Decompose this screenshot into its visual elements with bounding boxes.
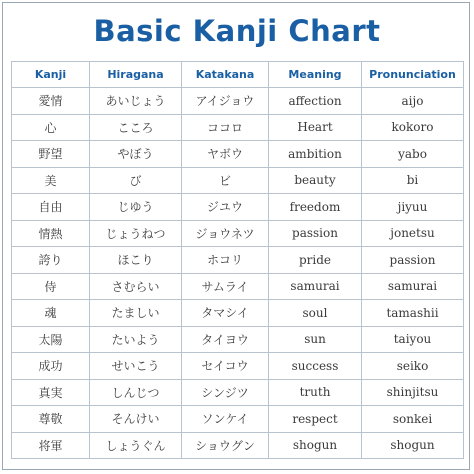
katakana-cell: ビ bbox=[182, 167, 269, 194]
header-pronunciation: Pronunciation bbox=[362, 62, 464, 88]
kanji-cell: 自由 bbox=[12, 194, 90, 221]
meaning-cell: success bbox=[269, 353, 362, 380]
meaning-cell: Heart bbox=[269, 114, 362, 141]
table-row bbox=[12, 300, 464, 327]
kanji-cell: 情熱 bbox=[12, 220, 90, 247]
pronunciation-cell: shogun bbox=[362, 432, 464, 459]
meaning-cell: ambition bbox=[269, 141, 362, 168]
hiragana-cell: ほこり bbox=[90, 247, 182, 274]
page-title: Basic Kanji Chart bbox=[93, 14, 381, 48]
katakana-cell: ジョウネツ bbox=[182, 220, 269, 247]
katakana-cell: サムライ bbox=[182, 273, 269, 300]
table-body bbox=[12, 88, 464, 459]
table-row bbox=[12, 88, 464, 115]
hiragana-cell: じゆう bbox=[90, 194, 182, 221]
pronunciation-cell: shinjitsu bbox=[362, 379, 464, 406]
katakana-cell: アイジョウ bbox=[182, 88, 269, 115]
kanji-cell: 美 bbox=[12, 167, 90, 194]
hiragana-cell: あいじょう bbox=[90, 88, 182, 115]
pronunciation-cell: samurai bbox=[362, 273, 464, 300]
hiragana-cell: しんじつ bbox=[90, 379, 182, 406]
kanji-cell: 真実 bbox=[12, 379, 90, 406]
header-kanji: Kanji bbox=[12, 62, 90, 88]
table-row bbox=[12, 379, 464, 406]
pronunciation-cell: jonetsu bbox=[362, 220, 464, 247]
meaning-cell: samurai bbox=[269, 273, 362, 300]
kanji-table bbox=[11, 61, 464, 459]
pronunciation-cell: passion bbox=[362, 247, 464, 274]
pronunciation-cell: seiko bbox=[362, 353, 464, 380]
hiragana-cell: そんけい bbox=[90, 406, 182, 433]
kanji-cell: 野望 bbox=[12, 141, 90, 168]
table-row bbox=[12, 220, 464, 247]
hiragana-cell: こころ bbox=[90, 114, 182, 141]
katakana-cell: ジユウ bbox=[182, 194, 269, 221]
pronunciation-cell: tamashii bbox=[362, 300, 464, 327]
hiragana-cell: やぼう bbox=[90, 141, 182, 168]
meaning-cell: beauty bbox=[269, 167, 362, 194]
katakana-cell: セイコウ bbox=[182, 353, 269, 380]
table-row bbox=[12, 406, 464, 433]
hiragana-cell: さむらい bbox=[90, 273, 182, 300]
meaning-cell: truth bbox=[269, 379, 362, 406]
header-meaning: Meaning bbox=[269, 62, 362, 88]
hiragana-cell: び bbox=[90, 167, 182, 194]
hiragana-cell: たましい bbox=[90, 300, 182, 327]
header-katakana: Katakana bbox=[182, 62, 269, 88]
kanji-cell: 尊敬 bbox=[12, 406, 90, 433]
hiragana-cell: せいこう bbox=[90, 353, 182, 380]
kanji-cell: 太陽 bbox=[12, 326, 90, 353]
kanji-cell: 愛情 bbox=[12, 88, 90, 115]
meaning-cell: sun bbox=[269, 326, 362, 353]
pronunciation-cell: aijo bbox=[362, 88, 464, 115]
meaning-cell: passion bbox=[269, 220, 362, 247]
pronunciation-cell: kokoro bbox=[362, 114, 464, 141]
katakana-cell: ショウグン bbox=[182, 432, 269, 459]
table-row bbox=[12, 326, 464, 353]
kanji-cell: 侍 bbox=[12, 273, 90, 300]
katakana-cell: ソンケイ bbox=[182, 406, 269, 433]
header-hiragana: Hiragana bbox=[90, 62, 182, 88]
meaning-cell: pride bbox=[269, 247, 362, 274]
kanji-cell: 成功 bbox=[12, 353, 90, 380]
kanji-cell: 誇り bbox=[12, 247, 90, 274]
table-row bbox=[12, 114, 464, 141]
katakana-cell: タマシイ bbox=[182, 300, 269, 327]
hiragana-cell: じょうねつ bbox=[90, 220, 182, 247]
meaning-cell: shogun bbox=[269, 432, 362, 459]
pronunciation-cell: sonkei bbox=[362, 406, 464, 433]
hiragana-cell: しょうぐん bbox=[90, 432, 182, 459]
table-row bbox=[12, 273, 464, 300]
pronunciation-cell: bi bbox=[362, 167, 464, 194]
katakana-cell: ホコリ bbox=[182, 247, 269, 274]
table-row bbox=[12, 194, 464, 221]
table-row bbox=[12, 247, 464, 274]
pronunciation-cell: taiyou bbox=[362, 326, 464, 353]
katakana-cell: シンジツ bbox=[182, 379, 269, 406]
katakana-cell: ヤボウ bbox=[182, 141, 269, 168]
table-row bbox=[12, 141, 464, 168]
meaning-cell: affection bbox=[269, 88, 362, 115]
table-row bbox=[12, 167, 464, 194]
kanji-cell: 心 bbox=[12, 114, 90, 141]
katakana-cell: ココロ bbox=[182, 114, 269, 141]
table-row bbox=[12, 353, 464, 380]
katakana-cell: タイヨウ bbox=[182, 326, 269, 353]
meaning-cell: soul bbox=[269, 300, 362, 327]
kanji-cell: 将軍 bbox=[12, 432, 90, 459]
kanji-cell: 魂 bbox=[12, 300, 90, 327]
table-header-row bbox=[12, 62, 464, 88]
table-row bbox=[12, 432, 464, 459]
meaning-cell: respect bbox=[269, 406, 362, 433]
pronunciation-cell: yabo bbox=[362, 141, 464, 168]
pronunciation-cell: jiyuu bbox=[362, 194, 464, 221]
hiragana-cell: たいよう bbox=[90, 326, 182, 353]
meaning-cell: freedom bbox=[269, 194, 362, 221]
